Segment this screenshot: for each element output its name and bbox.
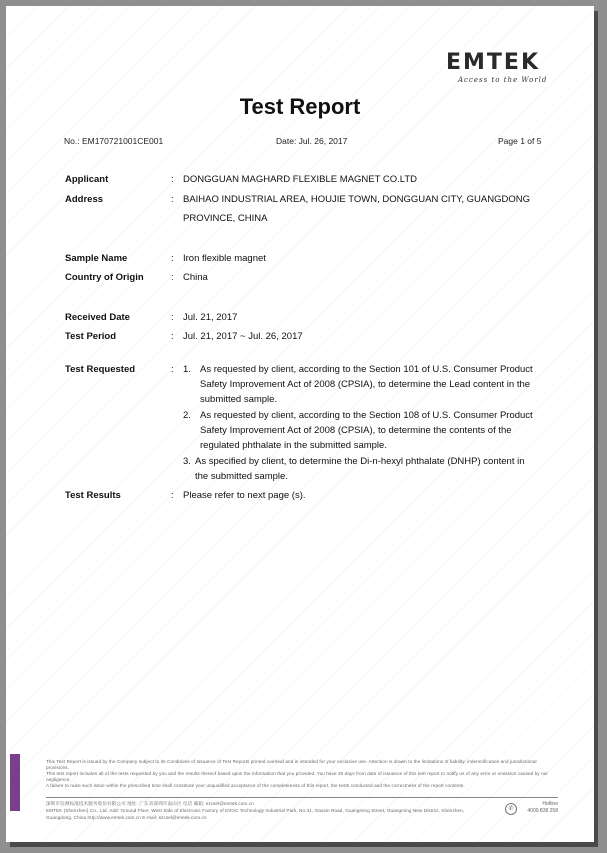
hotline-number: 4000 838 258	[527, 808, 558, 814]
footer-address-en: EMTEK (Shenzhen) Co., Ltd. Add: Ground Floor, West Side of Electronic Factory of EVOC Technology Industrial Park, No.31, Gaoxin Road, Guangming Street, Guangming New District, Shenzhen,	[46, 808, 465, 813]
colon: :	[171, 490, 174, 501]
page-title: Test Report	[239, 94, 361, 119]
address-label: Address	[65, 194, 104, 205]
hotline	[506, 801, 558, 815]
test-requested-label: Test Requested	[65, 364, 136, 375]
request-1-line-3: submitted sample.	[200, 394, 278, 405]
colon: :	[171, 312, 174, 323]
address-line-2: PROVINCE, CHINA	[183, 213, 268, 224]
request-2-line-2: Safety Improvement Act of 2008 (CPSIA), to determine the contents of the	[200, 425, 512, 436]
colon: :	[171, 253, 174, 264]
footer-disclaimer-2: This test report includes all of the tests requested by you and the results thereof based upon the information that you provided. You have 30 days from date of issuance of this test report to notify us of any error or omission caused by our negligence.	[46, 771, 549, 782]
colon: :	[171, 364, 174, 375]
phone-icon: ✆	[505, 803, 517, 815]
sample-name-value: Iron flexible magnet	[183, 253, 266, 264]
request-3-line-1: As specified by client, to determine the Di-n-hexyl phthalate (DNHP) content in	[195, 456, 525, 467]
test-results-label: Test Results	[65, 490, 121, 501]
colon: :	[171, 194, 174, 205]
report-date: Date: Jul. 26, 2017	[276, 136, 348, 146]
test-results-value: Please refer to next page (s).	[183, 490, 306, 501]
request-1-number: 1.	[183, 364, 191, 375]
test-period-label: Test Period	[65, 331, 117, 342]
footer-address-cn: 深圳市信测标准技术服务股份有限公司 地址: 广东省深圳市南山区 电话 邮箱: szcsel@emtek.com.cn	[46, 801, 254, 806]
colon: :	[171, 174, 174, 185]
emtek-logo	[446, 52, 561, 84]
logo-wordmark: EMTEK	[446, 50, 541, 75]
request-2-line-1: As requested by client, according to the Section 108 of U.S. Consumer Product	[200, 410, 533, 421]
sample-name-label: Sample Name	[65, 253, 128, 264]
left-color-tab	[10, 754, 20, 811]
logo-tagline: Access to the World	[458, 76, 548, 84]
applicant-value: DONGGUAN MAGHARD FLEXIBLE MAGNET CO.LTD	[183, 174, 418, 185]
country-of-origin-value: China	[183, 272, 208, 283]
request-2-line-3: regulated phthalate in the submitted sample.	[200, 440, 387, 451]
request-1-line-1: As requested by client, according to the Section 101 of U.S. Consumer Product	[200, 364, 533, 375]
test-period-value: Jul. 21, 2017 ~ Jul. 26, 2017	[183, 331, 303, 342]
footer-disclaimer-3: A failure to raise such issue within the prescribed time shall constitute your unqualified acceptance of the completeness of this report, the tests conducted and the correctness of the report contents.	[46, 783, 465, 788]
colon: :	[171, 331, 174, 342]
applicant-label: Applicant	[65, 174, 109, 185]
footer-disclaimer-1: This Test Report is issued by the Company subject to its Conditions of Issuance of Test Reports printed overleaf and is intended for your exclusive use. Attention is drawn to the limitations of liability, indemnification and jurisdictional provisions.	[46, 759, 537, 770]
address-line-1: BAIHAO INDUSTRIAL AREA, HOUJIE TOWN, DONGGUAN CITY, GUANGDONG	[183, 194, 530, 205]
received-date-label: Received Date	[65, 312, 130, 323]
footer-divider	[46, 797, 558, 798]
report-number: No.: EM170721001CE001	[64, 136, 164, 146]
page-number: Page 1 of 5	[498, 136, 542, 146]
request-3-line-2: the submitted sample.	[195, 471, 288, 482]
colon: :	[171, 272, 174, 283]
hotline-label: Hotline	[542, 801, 558, 807]
request-2-number: 2.	[183, 410, 191, 421]
country-of-origin-label: Country of Origin	[65, 272, 144, 283]
received-date-value: Jul. 21, 2017	[183, 312, 238, 323]
footer-contact: Guangdong, China http://www.emtek.com.cn E-mail: szcsel@emtek.com.cn	[46, 815, 207, 820]
request-1-line-2: Safety Improvement Act of 2008 (CPSIA), to determine the Lead content in the	[200, 379, 531, 390]
report-page	[6, 6, 594, 842]
request-3-number: 3.	[183, 456, 191, 467]
